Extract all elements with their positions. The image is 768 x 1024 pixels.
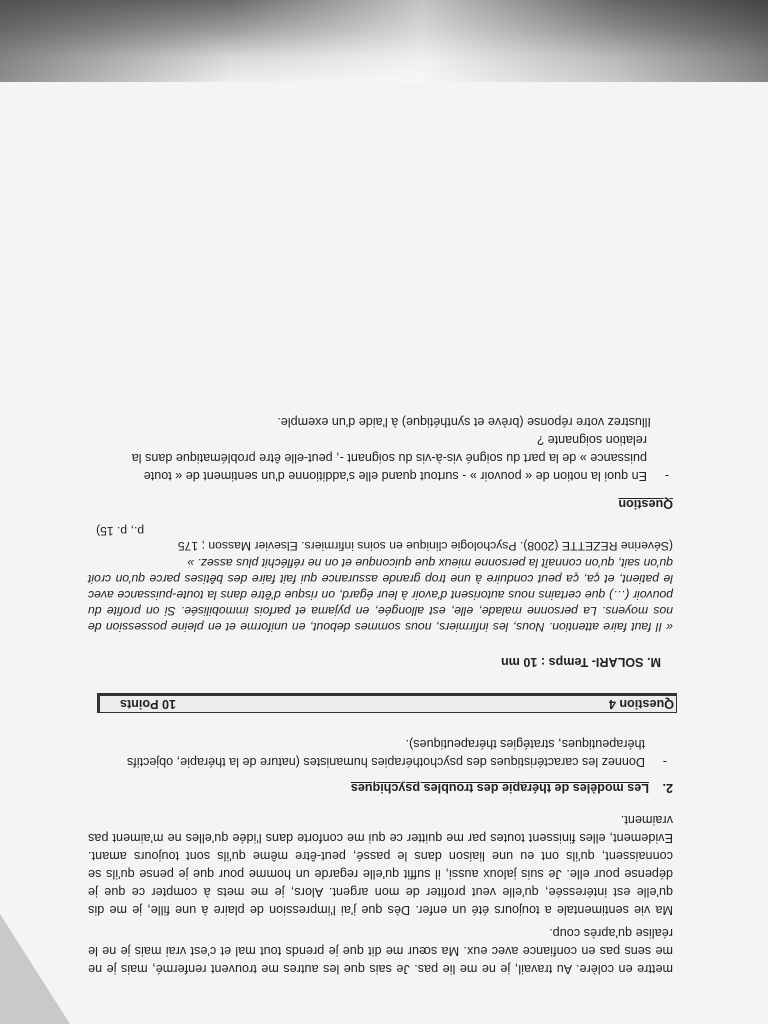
- question-dash: -: [664, 469, 669, 483]
- section-2-heading: Les modèles de thérapie des troubles psychiques: [350, 781, 649, 795]
- quote-text: « Il faut faire attention. Nous, les infirmiers, nous sommes debout, en uniforme et en pleine possession de nos moyens. La personne malade, elle, est allongée, en pyjama et parfois immobilisée. Si on profite du pouvoir (…) que certains nous autorisent d'avoir à leur égard, on risque d'être dans la toute-puissance avec le patient, et ça, ça peut conduire à une trop grande assurance qui fait faire des bêtises parce qu'on croit qu'on sait, qu'on connaît la personne mieux que quiconque et on ne réfléchit plus assez. »: [88, 556, 673, 634]
- question-illustrate: Illustrez votre réponse (brève et synthétique) à l'aide d'un exemple.: [277, 415, 651, 429]
- question-text: En quoi la notion de « pouvoir » - surtout quand elle s'additionne d'un sentiment de « toute puissance » de la part du soigné vis-à-vis du soignant -, peut-elle être problématique dans la relation soignante ?: [131, 433, 647, 483]
- section-2-title: [88, 779, 673, 797]
- exam-sheet: [0, 82, 768, 1024]
- section-2-instruction: Donnez les caractéristiques des psychothérapies humanistes (nature de la thérapie, objectifs thérapeutiques, stratégies thérapeutiques).: [126, 737, 645, 769]
- intro-paragraph-1: mettre en colère. Au travail, je ne me lie pas. Je sais que les autres me trouvent renfermé, mais je ne me sens pas en confiance avec eux. Ma sœur me dit que je prends tout mal et c'est vrai mais je ne le réalise qu'après coup.: [88, 926, 673, 976]
- bullet-dash: -: [662, 755, 667, 769]
- sheet-content: [88, 413, 673, 978]
- section-2-bullet: [88, 735, 673, 771]
- intro-text: [88, 811, 673, 978]
- question-4-points: 10 Points: [120, 697, 176, 711]
- scan-shadow-top: [0, 0, 768, 82]
- quote-block: [88, 555, 673, 635]
- examiner-line: M. SOLARI- Temps : 10 mn: [500, 655, 661, 669]
- question-bullet: [88, 431, 673, 485]
- question-heading: Question: [618, 497, 673, 511]
- quote-citation-pages: p., p. 15): [96, 524, 145, 538]
- section-2-number: 2.: [662, 781, 673, 795]
- intro-paragraph-2: Ma vie sentimentale a toujours été un enfer. Dès que j'ai l'impression de plaire à une fille, je me dis qu'elle est intéressée, qu'elle veut profiter de mon argent. Alors, je me mets à compter ce que je dépense pour elle. Je suis jaloux aussi, il suffit qu'elle regarde un homme pour que je pense qu'ils se connaissent, qu'ils ont eu une liaison dans le passé, peut-être même qu'ils sont toujours amant. Evidement, elles finissent toutes par me quitter ce qui me conforte dans l'idée qu'elles ne m'aiment pas vraiment.: [88, 813, 673, 917]
- question-subtext: [88, 413, 651, 431]
- quote-citation: (Séverine REZETTE (2008). Psychologie clinique en soins infirmiers. Elsevier Masson ; 175: [177, 539, 673, 553]
- question-4-box: [97, 693, 677, 713]
- question-4-label: Question 4: [608, 697, 674, 711]
